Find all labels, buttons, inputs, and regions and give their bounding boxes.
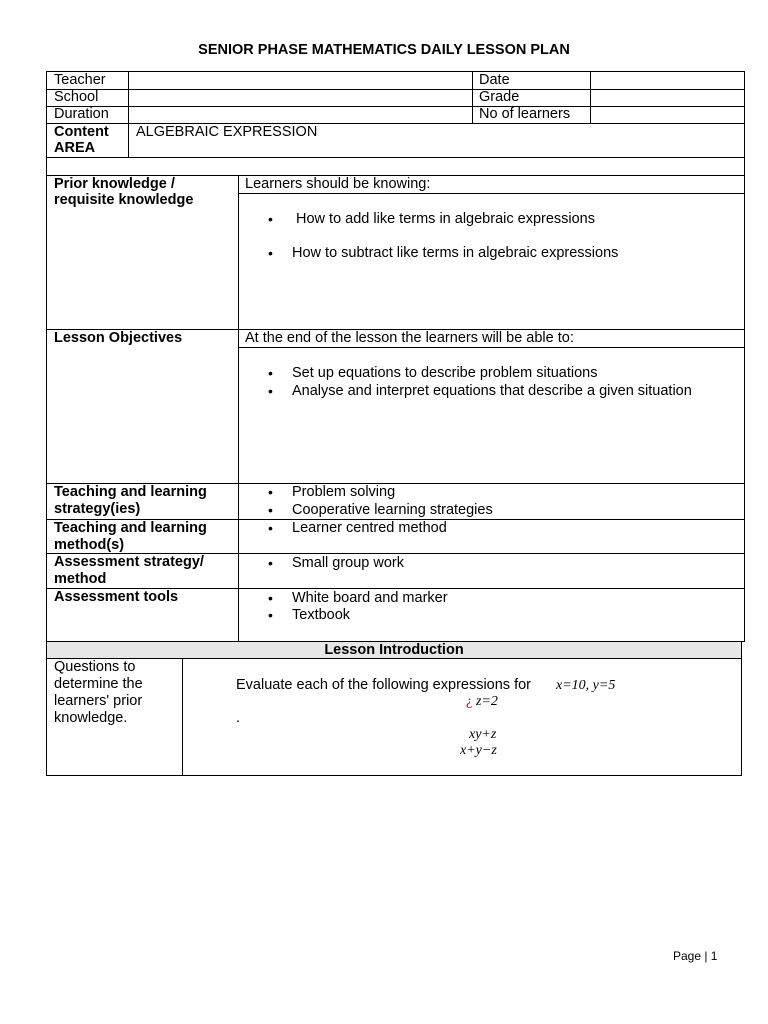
objectives-label: Lesson Objectives	[54, 330, 183, 346]
school-label: School	[54, 89, 99, 105]
content-label-line1: Content	[54, 124, 109, 140]
bullet-icon: •	[268, 555, 273, 571]
strategy-label-line1: Teaching and learning	[54, 484, 207, 500]
duration-label: Duration	[54, 106, 109, 122]
assessment-strategy-label-line1: Assessment strategy/	[54, 554, 204, 570]
expression: xy+z	[469, 727, 497, 742]
grade-label: Grade	[479, 89, 520, 105]
content-label-line2: AREA	[54, 140, 96, 156]
method-item: Learner centred method	[292, 520, 447, 536]
questions-label: knowledge.	[54, 710, 128, 726]
assessment-strategy-item: Small group work	[292, 555, 405, 571]
assessment-tool-item: Textbook	[292, 607, 351, 623]
objective-item: Set up equations to describe problem situations	[292, 365, 598, 381]
dot: .	[236, 710, 241, 726]
teacher-label: Teacher	[54, 72, 106, 88]
bullet-icon: •	[268, 383, 273, 399]
introduction-heading: Lesson Introduction	[324, 642, 464, 658]
date-label: Date	[479, 72, 510, 88]
questions-label: determine the	[54, 676, 143, 692]
assessment-tool-item: White board and marker	[292, 590, 448, 606]
bullet-icon: •	[268, 502, 273, 518]
bullet-icon: •	[268, 245, 273, 261]
prior-item: How to subtract like terms in algebraic expressions	[292, 245, 619, 261]
strategy-item: Problem solving	[292, 484, 396, 500]
prior-label-line2: requisite knowledge	[54, 192, 194, 208]
prior-label-line1: Prior knowledge /	[54, 176, 175, 192]
assessment-strategy-label-line2: method	[54, 571, 107, 587]
learners-label: No of learners	[479, 106, 571, 122]
bullet-icon: •	[268, 590, 273, 606]
content-value: ALGEBRAIC EXPRESSION	[136, 124, 318, 140]
assessment-tools-label: Assessment tools	[54, 589, 179, 605]
strategy-label-line2: strategy(ies)	[54, 501, 141, 517]
page-title: SENIOR PHASE MATHEMATICS DAILY LESSON PLAN	[198, 42, 570, 58]
bullet-icon: •	[268, 211, 273, 227]
strategy-item: Cooperative learning strategies	[292, 502, 493, 518]
bullet-icon: •	[268, 365, 273, 381]
prior-intro: Learners should be knowing:	[245, 176, 431, 192]
z-value: z=2	[476, 694, 498, 709]
variable-values: x=10, y=5	[556, 678, 616, 693]
error-mark: ¿	[466, 694, 473, 709]
objective-item: Analyse and interpret equations that describe a given situation	[292, 383, 692, 399]
bullet-icon: •	[268, 484, 273, 500]
questions-label: learners' prior	[54, 693, 143, 709]
prior-item: How to add like terms in algebraic expressions	[296, 211, 595, 227]
method-label-line1: Teaching and learning	[54, 520, 207, 536]
evaluate-text: Evaluate each of the following expressions for	[236, 677, 532, 693]
method-label-line2: method(s)	[54, 537, 125, 553]
bullet-icon: •	[268, 607, 273, 623]
questions-label: Questions to	[54, 659, 136, 675]
objectives-intro: At the end of the lesson the learners will be able to:	[245, 330, 574, 346]
page-number: Page | 1	[673, 949, 718, 963]
expression: x+y−z	[460, 743, 497, 758]
bullet-icon: •	[268, 520, 273, 536]
